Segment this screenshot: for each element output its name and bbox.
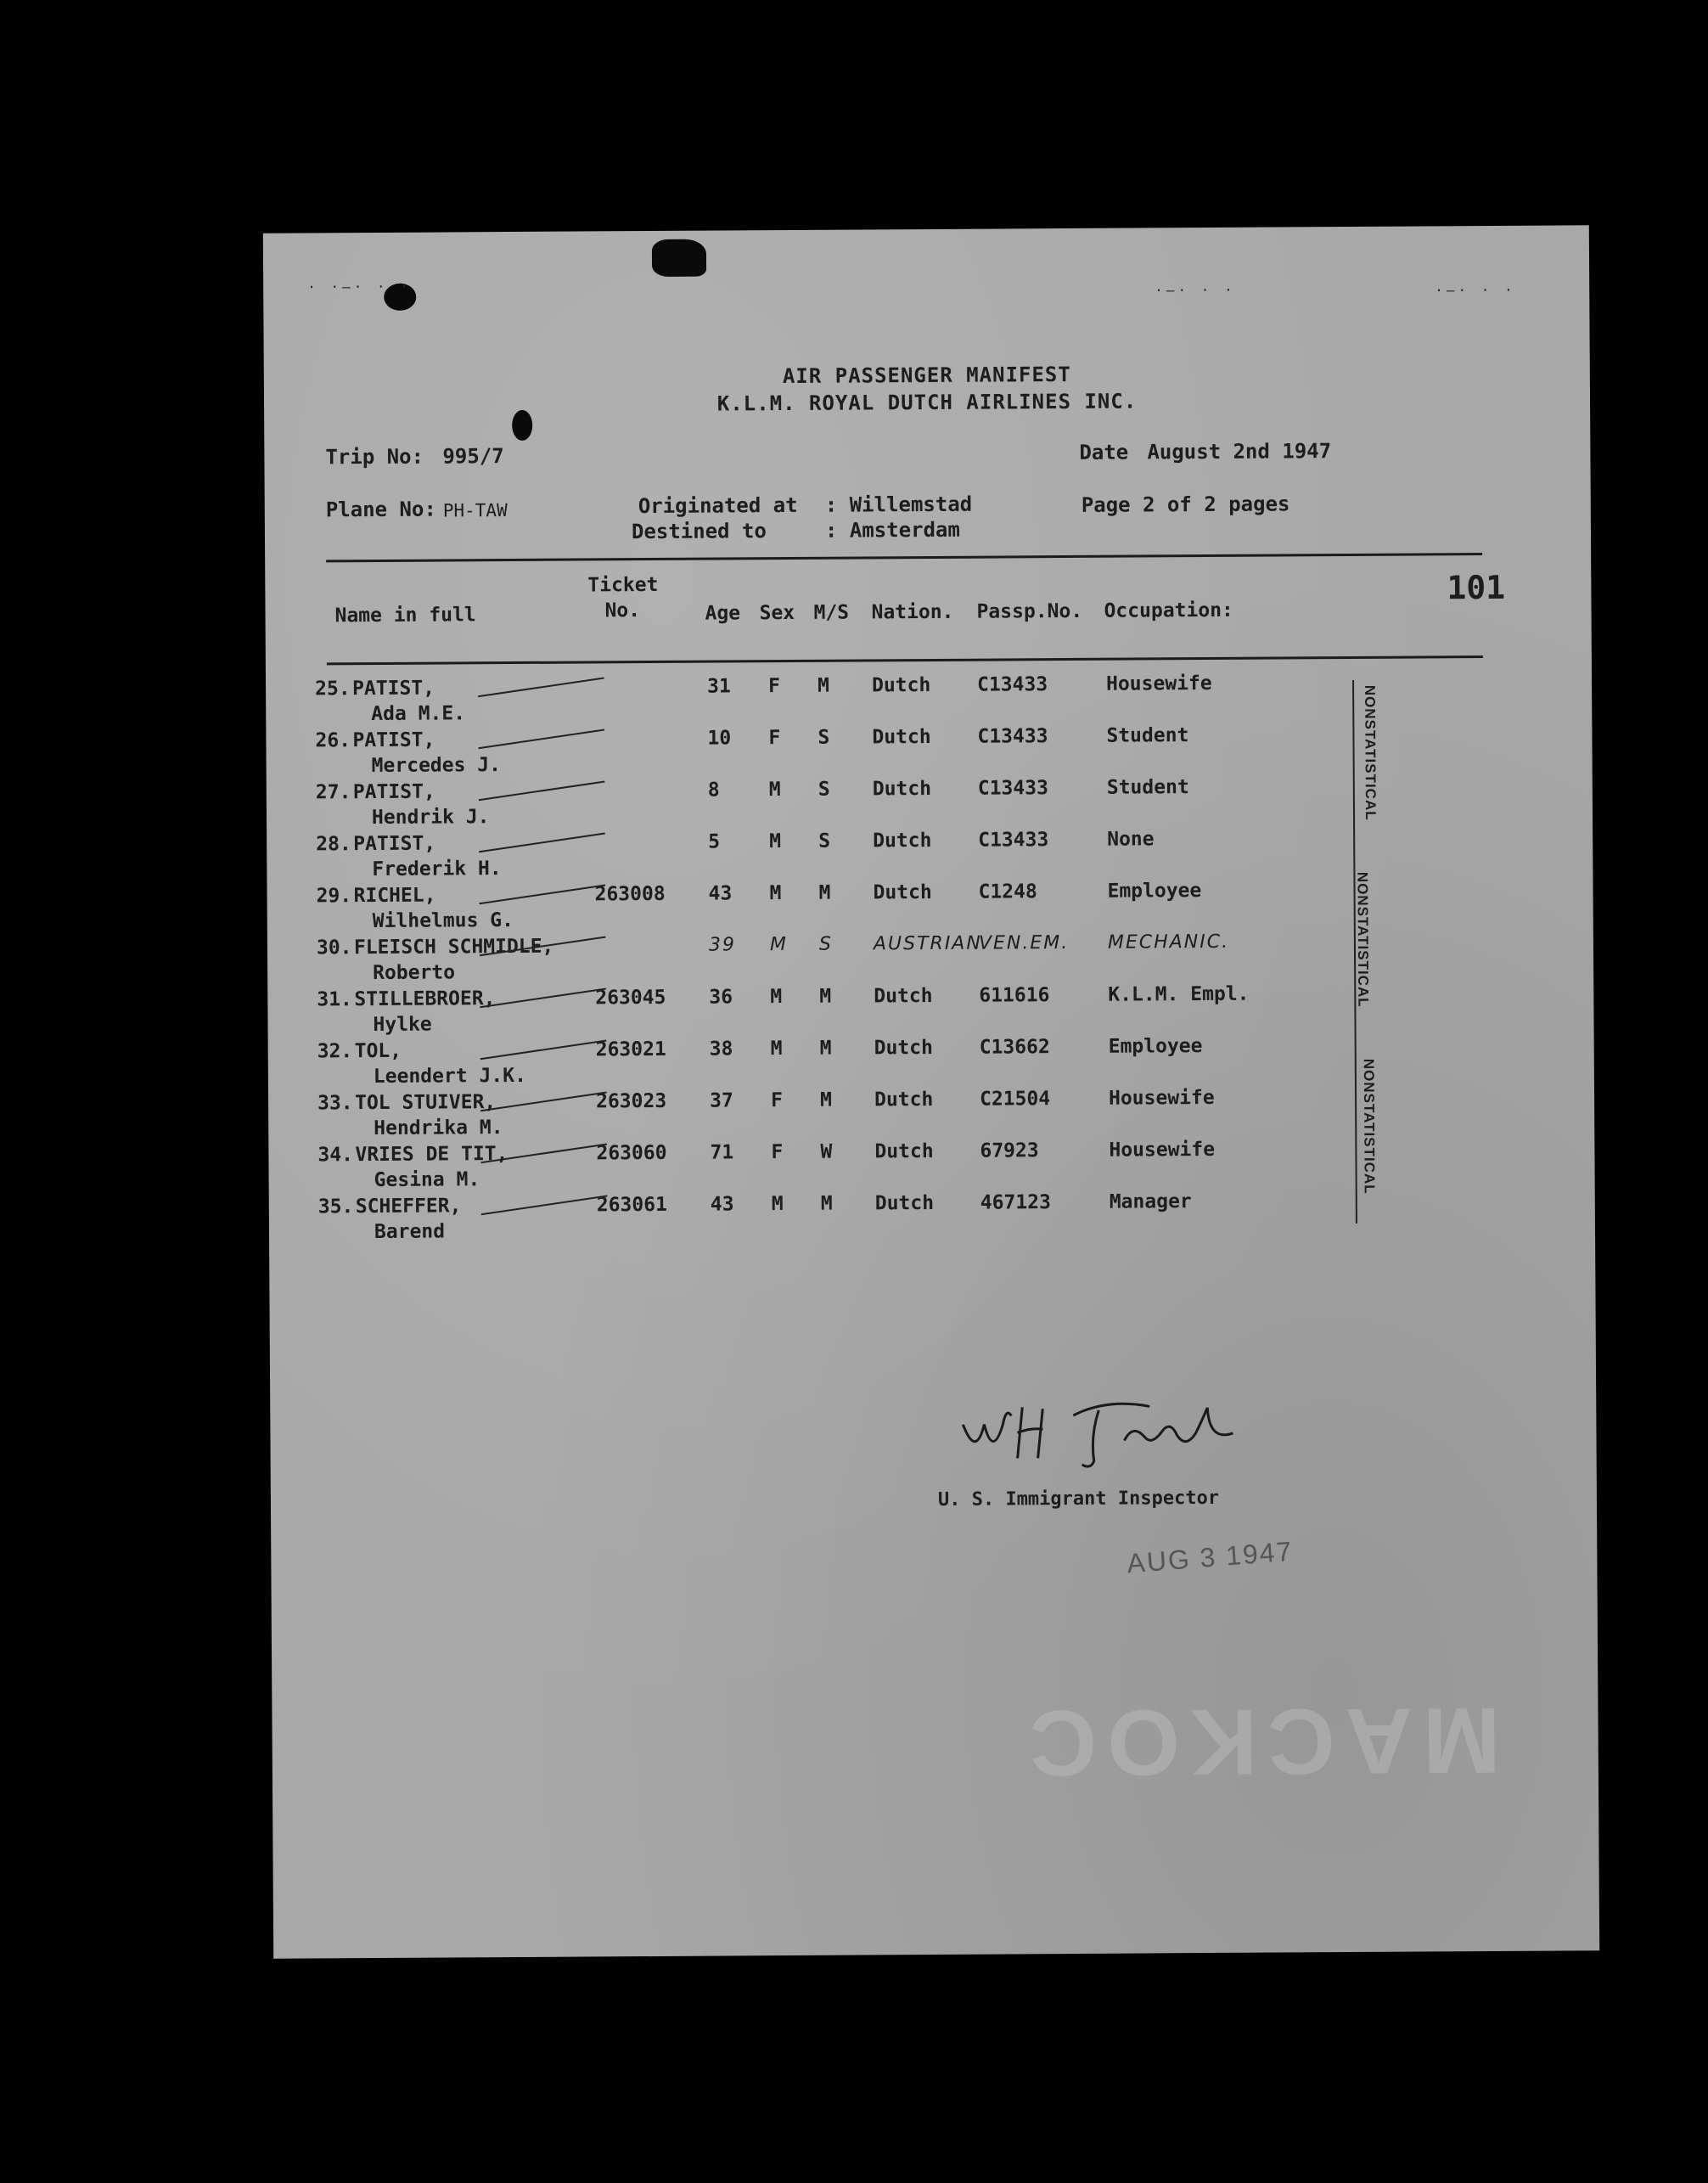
col-occupation: Occupation: (1104, 599, 1233, 622)
passenger-nationality: Dutch (872, 777, 932, 801)
passenger-nationality: Dutch (874, 1036, 934, 1060)
passenger-surname: PATIST, (352, 729, 435, 752)
passenger-row (268, 1084, 1594, 1144)
passenger-given-names: Leendert J.K. (373, 1064, 526, 1089)
passenger-row (269, 1188, 1595, 1247)
header-rule-top (326, 553, 1482, 562)
passenger-occupation: Student (1106, 776, 1189, 799)
passenger-age: 5 (708, 830, 721, 853)
passenger-nationality: Dutch (873, 881, 932, 904)
passport-number: 467123 (980, 1191, 1051, 1214)
row-number: 35. (317, 1196, 354, 1218)
col-age: Age (705, 602, 741, 625)
passenger-surname: FLEISCH SCHMIDLE, (353, 935, 554, 959)
passenger-row (266, 670, 1592, 729)
ticket-number: 263061 (596, 1193, 667, 1217)
passport-number: C13433 (977, 725, 1048, 748)
passenger-surname: RICHEL, (353, 884, 436, 908)
passenger-given-names: Hendrik J. (371, 806, 490, 830)
nonstatistical-stamp: NONSTATISTICAL (1362, 684, 1379, 821)
destination-value: : Amsterdam (824, 517, 960, 543)
passenger-age: 8 (707, 779, 720, 802)
pen-check-mark (479, 780, 605, 801)
passenger-given-names: Frederik H. (372, 858, 502, 881)
passenger-occupation: Housewife (1108, 1086, 1215, 1110)
passenger-surname: PATIST, (352, 677, 435, 700)
passenger-nationality: Dutch (873, 829, 932, 852)
row-number: 26. (315, 729, 351, 752)
col-ms: M/S (813, 601, 850, 624)
destination-label: Destined to (631, 519, 767, 544)
manifest-page (263, 225, 1599, 1959)
received-date-stamp: AUG 3 1947 (1126, 1535, 1295, 1579)
trip-number: 995/7 (442, 444, 504, 469)
passenger-age: 43 (708, 882, 733, 905)
marital-status: W (820, 1140, 833, 1163)
passenger-given-names: Mercedes J. (371, 754, 502, 778)
inspector-signature (954, 1388, 1312, 1476)
passenger-sex: M (769, 934, 788, 956)
passenger-surname: PATIST, (353, 832, 436, 856)
passenger-age: 43 (710, 1193, 734, 1216)
pen-check-mark (479, 884, 605, 904)
passenger-surname: PATIST, (352, 780, 435, 804)
passenger-given-names: Roberto (373, 961, 456, 985)
passenger-row (267, 929, 1593, 988)
ticket-number: 263021 (595, 1038, 666, 1061)
binder-hole (652, 239, 706, 277)
col-name: Name in full (334, 604, 476, 627)
row-number: 30. (316, 937, 352, 959)
edge-marks: · ·—· · · (307, 278, 412, 295)
marital-status: M (819, 1089, 832, 1111)
passenger-sex: M (768, 779, 781, 802)
passenger-occupation: Employee (1108, 1035, 1203, 1058)
passenger-sex: M (771, 1193, 784, 1216)
col-ticket-line1: Ticket (587, 573, 659, 597)
passenger-sex: F (767, 675, 781, 698)
nonstatistical-stamp: NONSTATISTICAL (1360, 1058, 1378, 1195)
passenger-surname: VRIES DE TIT, (355, 1143, 508, 1167)
pen-check-mark (478, 677, 604, 697)
passenger-given-names: Ada M.E. (371, 702, 466, 726)
passenger-occupation: Housewife (1109, 1138, 1216, 1162)
pen-check-mark (480, 1091, 607, 1111)
passenger-sex: M (770, 1038, 783, 1061)
row-number: 34. (317, 1144, 354, 1167)
origin-label: Originated at (638, 492, 798, 519)
ticket-number: 263045 (595, 986, 666, 1010)
passenger-given-names: Hylke (373, 1013, 432, 1037)
manifest-date: August 2nd 1947 (1147, 439, 1332, 464)
row-number: 29. (316, 885, 352, 908)
passport-number: C13433 (976, 673, 1048, 696)
edge-marks: ·—· · · (1155, 281, 1236, 299)
col-nation: Nation. (871, 600, 954, 624)
pen-check-mark (480, 1039, 607, 1060)
marital-status: M (819, 1037, 832, 1060)
passenger-occupation: K.L.M. Empl. (1108, 982, 1250, 1006)
row-number: 28. (316, 833, 351, 856)
passenger-age: 38 (709, 1038, 733, 1061)
ticket-number: 263060 (596, 1141, 667, 1165)
passport-number: C21504 (979, 1088, 1051, 1111)
row-number: 33. (317, 1092, 353, 1115)
passenger-sex: F (771, 1141, 784, 1164)
passenger-nationality: AUSTRIAN (873, 932, 982, 955)
passenger-sex: M (769, 882, 782, 905)
passenger-occupation: None (1107, 828, 1155, 851)
passenger-row (267, 825, 1593, 885)
passenger-row (267, 981, 1593, 1040)
marital-status: S (817, 726, 830, 749)
marital-status: M (817, 674, 830, 697)
marital-status: S (818, 933, 833, 955)
nonstatistical-stamp: NONSTATISTICAL (1354, 871, 1372, 1008)
passenger-age: 39 (708, 934, 737, 956)
passenger-nationality: Dutch (874, 1139, 934, 1163)
row-number: 32. (317, 1040, 353, 1063)
passenger-row (267, 774, 1593, 833)
passenger-nationality: Dutch (871, 673, 931, 697)
passenger-row (266, 722, 1592, 781)
row-number: 31. (317, 988, 352, 1011)
passenger-sex: M (769, 830, 782, 853)
passenger-occupation: Student (1106, 724, 1189, 747)
passenger-given-names: Hendrika M. (374, 1117, 503, 1140)
passenger-row (268, 1136, 1594, 1196)
passport-number: C13433 (977, 777, 1048, 800)
date-label: Date (1079, 440, 1129, 464)
passenger-given-names: Barend (374, 1220, 446, 1244)
passenger-surname: TOL STUIVER, (354, 1091, 497, 1115)
passenger-sex: F (768, 727, 781, 750)
origin-value: : Willemstad (824, 492, 973, 517)
marital-status: S (818, 830, 831, 852)
passenger-surname: STILLEBROER, (354, 987, 496, 1011)
passport-number: 67923 (980, 1139, 1039, 1162)
col-ticket-line2: No. (604, 599, 641, 622)
pen-check-mark (480, 987, 606, 1008)
passenger-nationality: Dutch (874, 1088, 934, 1111)
passport-number: C13662 (979, 1036, 1050, 1059)
passenger-row (268, 1032, 1594, 1092)
row-number: 27. (315, 781, 351, 804)
passenger-age: 71 (710, 1141, 734, 1164)
passenger-occupation: Manager (1109, 1190, 1192, 1213)
trip-label: Trip No: (325, 444, 424, 470)
passenger-occupation: Employee (1107, 880, 1202, 903)
passenger-given-names: Wilhelmus G. (372, 909, 514, 933)
inspector-title: U. S. Immigrant Inspector (937, 1487, 1220, 1511)
passenger-age: 36 (709, 986, 733, 1009)
passenger-age: 31 (706, 675, 731, 698)
plane-number: PH-TAW (442, 500, 508, 521)
passenger-nationality: Dutch (874, 984, 933, 1008)
passenger-given-names: Gesina M. (374, 1168, 480, 1192)
plane-label: Plane No: (325, 497, 436, 522)
passenger-surname: SCHEFFER, (355, 1195, 462, 1218)
marital-status: M (818, 881, 831, 904)
passenger-age: 10 (707, 727, 732, 750)
show-through-text: MACKOC (1019, 1687, 1502, 1796)
airline-name: K.L.M. ROYAL DUTCH AIRLINES INC. (716, 389, 1138, 416)
passport-number: C1248 (978, 881, 1037, 903)
pen-check-mark (481, 1195, 608, 1215)
passport-number: 611616 (979, 984, 1050, 1007)
row-number: 25. (315, 678, 351, 700)
page-number: 101 (1447, 568, 1506, 607)
page-count: Page 2 of 2 pages (1081, 492, 1290, 517)
passenger-age: 37 (709, 1089, 733, 1112)
passenger-nationality: Dutch (874, 1191, 935, 1215)
passenger-occupation: Housewife (1105, 672, 1212, 695)
passport-number: VEN.EM. (978, 932, 1070, 954)
col-passport: Passp.No. (976, 599, 1083, 623)
passport-number: C13433 (978, 829, 1049, 852)
passenger-nationality: Dutch (872, 725, 931, 749)
col-sex: Sex (759, 601, 795, 625)
passenger-occupation: MECHANIC. (1107, 931, 1230, 954)
marital-status: S (817, 778, 830, 801)
passenger-row (267, 877, 1593, 937)
passenger-sex: M (770, 986, 783, 1009)
ticket-number: 263008 (594, 882, 666, 906)
header-rule-bottom (327, 655, 1483, 665)
pen-check-mark (478, 729, 604, 749)
edge-marks: ·—· · · (1435, 281, 1516, 299)
passenger-surname: TOL, (354, 1039, 402, 1063)
passenger-sex: F (770, 1089, 783, 1112)
marital-status: M (819, 985, 832, 1008)
manifest-title: AIR PASSENGER MANIFEST (782, 362, 1071, 389)
marital-status: M (820, 1192, 833, 1215)
ticket-number: 263023 (595, 1089, 667, 1113)
pen-check-mark (479, 832, 605, 852)
